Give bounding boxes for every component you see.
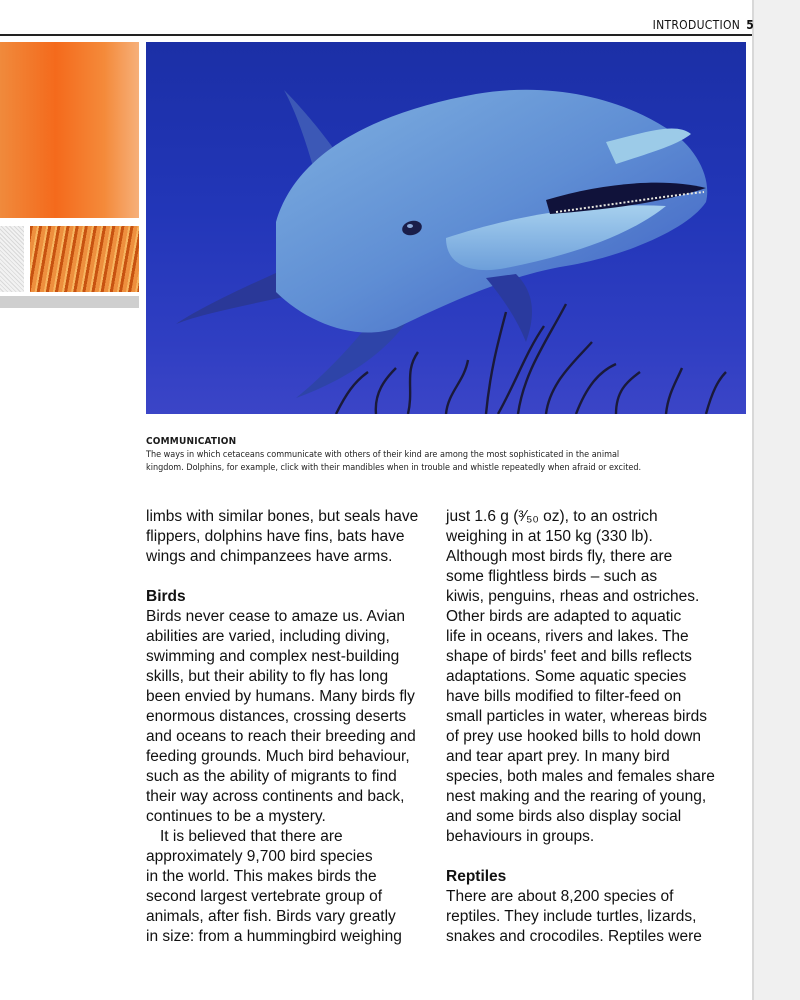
dolphin-illustration [146,42,746,414]
text-line: flippers, dolphins have fins, bats have [146,528,405,545]
shell-swatch-image [30,226,139,292]
text-line: and tear apart prey. In many bird [446,748,670,765]
text-line: of prey use hooked bills to hold down [446,728,702,745]
text-line: nest making and the rearing of young, [446,788,707,805]
text-line: snakes and crocodiles. Reptiles were [446,928,702,945]
text-line: abilities are varied, including diving, [146,628,390,645]
text-line: life in oceans, rivers and lakes. The [446,628,689,645]
text-line: swimming and complex nest-building [146,648,400,665]
text-line: and some birds also display social [446,808,682,825]
birds-paragraph-2 [146,827,416,947]
text-line: weighing in at 150 kg (330 lb). [446,528,653,545]
text-line: Other birds are adapted to aquatic [446,608,682,625]
page-number: 5 [746,18,754,32]
right-column [446,507,716,947]
section-title: INTRODUCTION [652,18,741,32]
text-line: some flightless birds – such as [446,568,658,585]
text-line: in size: from a hummingbird weighing [146,928,402,945]
header-rule [0,34,752,36]
text-line: Birds never cease to amaze us. Avian [146,608,406,625]
text-line: and oceans to reach their breeding and [146,728,416,745]
text-line: species, both males and females share [446,768,715,785]
text-line: animals, after fish. Birds vary greatly [146,908,396,925]
text-line: skills, but their ability to fly has long [146,668,389,685]
text-line: in the world. This makes birds the [146,868,377,885]
text-line: second largest vertebrate group of [146,888,383,905]
text-line: adaptations. Some aquatic species [446,668,687,685]
text-line: reptiles. They include turtles, lizards, [446,908,697,925]
caption-line: The ways in which cetaceans communicate with others of their kind are among the most sophisticated in the animal [146,450,620,460]
text-line: approximately 9,700 bird species [146,848,373,865]
text-line: such as the ability of migrants to find [146,768,397,785]
caption-line: kingdom. Dolphins, for example, click with their mandibles when in trouble and whistle repeatedly when afraid or excited. [146,463,642,473]
reptiles-paragraph [446,887,716,947]
text-line: It is believed that there are [160,828,343,845]
text-line: enormous distances, crossing deserts [146,708,407,725]
coral-swatch-image [0,226,24,292]
text-line: been envied by humans. Many birds fly [146,688,415,705]
text-line: There are about 8,200 species of [446,888,674,905]
intro-paragraph [146,507,419,567]
text-line: just 1.6 g (³⁄₅₀ oz), to an ostrich [446,508,658,525]
text-line: kiwis, penguins, rheas and ostriches. [446,588,700,605]
text-line: limbs with similar bones, but seals have [146,508,419,525]
text-line: Although most birds fly, there are [446,548,673,565]
dolphin-photo [146,42,746,414]
birds-heading: Birds [146,588,186,605]
text-line: their way across continents and back, [146,788,405,805]
left-column [146,507,419,947]
birds-continued-paragraph [446,507,716,847]
orange-swatch-image [0,42,139,218]
grey-swatch-bar [0,296,139,308]
text-line: shape of birds' feet and bills reflects [446,648,692,665]
text-line: feeding grounds. Much bird behaviour, [146,748,410,765]
text-line: behaviours in groups. [446,828,595,845]
running-head [653,18,754,32]
text-line: small particles in water, whereas birds [446,708,708,725]
caption-text [146,449,746,475]
caption-title: COMMUNICATION [146,436,237,447]
text-line: continues to be a mystery. [146,808,326,825]
reptiles-heading: Reptiles [446,868,507,885]
birds-paragraph [146,607,416,827]
page-edge [754,0,800,1000]
text-line: wings and chimpanzees have arms. [146,548,393,565]
text-line: have bills modified to filter-feed on [446,688,682,705]
